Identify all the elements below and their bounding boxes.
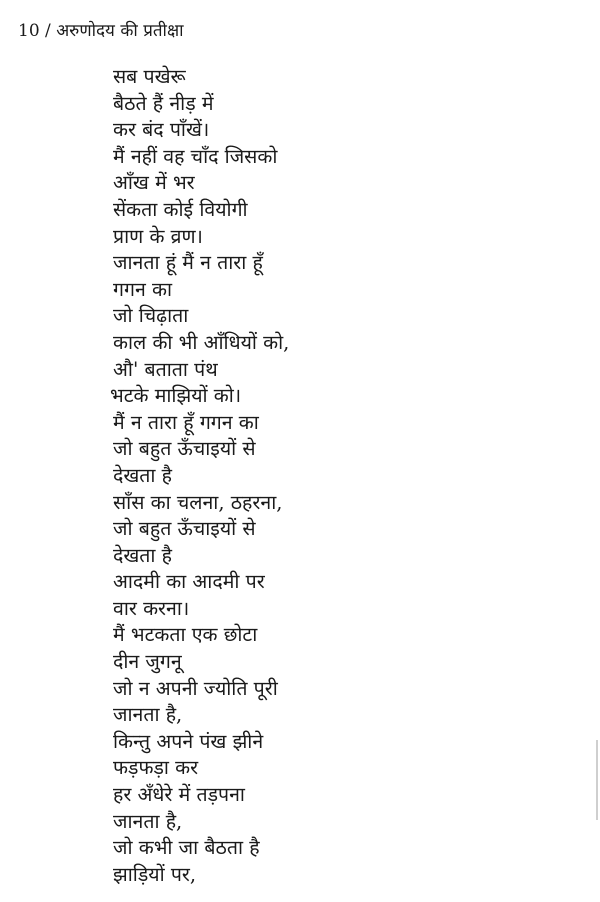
poem-line: हर अँधेरे में तड़पना [113,783,245,807]
poem-line: औ' बताता पंथ [113,357,218,381]
poem-line: जो बहुत ऊँचाइयों से [113,517,256,541]
poem-line: बैठते हैं नीड़ में [113,91,214,115]
poem-line: सेंकता कोई वियोगी [113,197,248,221]
poem-line: आँख में भर [113,171,195,195]
poem-line: साँस का चलना, ठहरना, [113,490,283,514]
poem-line: झाड़ियों पर, [113,862,197,886]
poem-line: जो कभी जा बैठता है [113,836,260,860]
poem-line: दीन जुगनू [113,650,182,674]
poem-line: जो न अपनी ज्योति पूरी [113,676,278,700]
poem-line: काल की भी आँधियों को, [113,330,290,354]
poem-line: फड़फड़ा कर [113,756,199,780]
running-header [18,19,184,43]
poem-line: मैं न तारा हूँ गगन का [113,410,259,434]
poem-line: देखता है [113,543,173,567]
poem-line: जो चिढ़ाता [113,304,189,328]
poem-line: कर बंद पाँखें। [113,118,210,142]
poem-line: जो बहुत ऊँचाइयों से [113,437,256,461]
page-edge-mark [596,740,598,820]
poem-line: देखता है [113,463,173,487]
poem-line: जानता है, [113,703,183,727]
page-number: 10 [18,21,40,41]
poem-line: वार करना। [113,596,190,620]
poem-line: जानता हूं मैं न तारा हूँ [113,251,263,275]
poem-line: किन्तु अपने पंख झीने [113,729,264,753]
poem-line: मैं नहीं वह चाँद जिसको [113,144,278,168]
poem-line: भटके माझियों को। [110,384,242,408]
poem-line: आदमी का आदमी पर [113,570,265,594]
poem-line: गगन का [113,277,173,301]
header-separator: / [45,21,51,41]
poem-line: सब पखेरू [113,65,186,88]
book-title: अरुणोदय की प्रतीक्षा [56,21,184,41]
poem-line: मैं भटकता एक छोटा [113,623,258,647]
poem-line: प्राण के व्रण। [113,224,203,248]
poem-body [110,64,290,888]
poem-line: जानता है, [113,809,183,833]
